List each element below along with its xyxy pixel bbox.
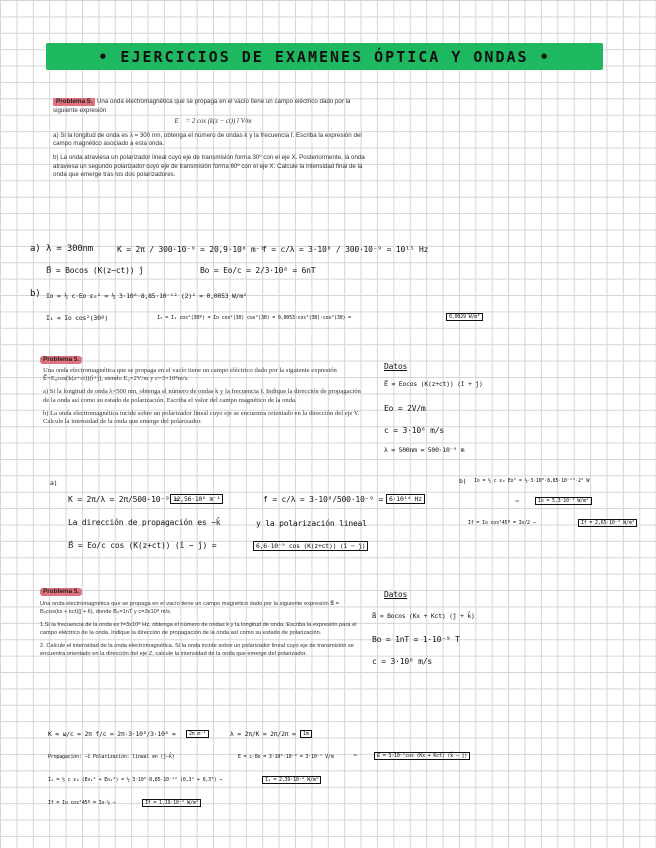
sol1-wavenumber: K = 2π / 300·10⁻⁹ = 20,9·10⁶ m⁻¹ — [117, 245, 265, 254]
sol1-result-box: 0,0029 W/m² — [446, 313, 483, 321]
problem-1-intro-text: Una onda electromagnética que se propaga en el vacío tiene un campo eléctrico dado por la siguiente expresión — [53, 98, 351, 114]
sol2-wavenumber: K = 2π/λ = 2π/500·10⁻⁹ = — [68, 495, 179, 504]
problem-3-intro: Una onda electromagnética que se propaga en el vacío tiene un campo magnético dado por la siguiente expresión B⃗ = B₀cos(kx + kct)(ĵ + k̂), donde B₀=1nT y c=3x10⁸ m/s. — [40, 601, 340, 615]
problem-3-label-wrap — [40, 580, 82, 598]
sol2-k-box: 12,56·10⁶ m⁻¹ — [170, 494, 223, 504]
problem-3-label: Problema 5. — [40, 588, 82, 596]
problem-2-intro: Una onda electromagnética que se propaga en el vacío tiene un campo eléctrico dado por la siguiente expresión E⃗=E₀cos(k(z+ct))(î+ĵ), siendo E₀=2V/m y c=3×10⁸m/s. — [43, 367, 337, 383]
sol1-intensity-initial: Io = ½ c·Eo ε₀² = ½ 3·10⁸·8,85·10⁻¹² (2)² = 0,0053 W/m² — [46, 292, 247, 300]
problem-1-part-a: a) Si la longitud de onda es λ = 300 nm, obtenga el número de ondas k y la frecuencia f. Escriba la expresión del campo magnético asociado a esta onda. — [53, 131, 362, 148]
sol2-io-calc: Io = ½ c ε₀ Eo² = ½·3·10⁸·8,85·10⁻¹²·2² W — [474, 478, 590, 484]
datos3-field: B⃗ = Bocos (Kx + Kct) (ĵ + k̂) — [372, 612, 475, 620]
sol1-frequency: f = c/λ = 3·10⁸ / 300·10⁻⁹ = 10¹⁵ Hz — [262, 245, 429, 254]
sol1-wavelength: λ = 300nm — [46, 244, 93, 254]
sol3-intensity: I₁ = ½ c ε₀ (Eo₁² + Eo₂²) = ½ 3·10⁸·8,85·10⁻¹² (0,3² + 0,3²) ⇒ — [48, 777, 223, 783]
sol3-arrow: ⇒ — [353, 751, 357, 759]
problem-1-label: Problema 5. — [53, 98, 95, 106]
page-title: • EJERCICIOS DE EXAMENES ÓPTICA Y ONDAS • — [98, 47, 551, 66]
problem-3-statement — [40, 600, 362, 658]
sol2-if-box: If = 2,65·10⁻³ W/m² — [578, 519, 637, 527]
problem-3-part-2: 2. Calcule el intensidad de la onda electromagnética. Si la onda incide sobre un polarizador lineal cuyo eje de transmisión se encuentra orientado en la dirección del eje Z, calcule la intensidad de la onda que emerge del polarizador. — [40, 643, 354, 657]
problem-2-label-wrap — [40, 348, 82, 366]
sol2-io-box: Io = 5,3·10⁻³ W/m² — [535, 497, 592, 505]
page-title-banner — [46, 43, 603, 70]
problem-2-statement — [43, 367, 363, 426]
datos2-c: c = 3·10⁸ m/s — [384, 426, 445, 435]
datos2-eo: Eo = 2V/m — [384, 404, 426, 413]
datos2-lambda: λ = 500nm = 500·10⁻⁹ m — [384, 446, 465, 454]
datos2-title: Datos — [384, 362, 408, 371]
sol2-arrow: ⇒ — [515, 497, 519, 505]
sol3-propagation: Propagación: −î Polarización: lineal en (ĵ−k̂) — [48, 754, 175, 760]
sol1-bo: Bo = Eo/c = 2/3·10⁸ = 6nT — [200, 266, 316, 275]
sol2-f-box: 6·10¹⁴ Hz — [386, 494, 425, 504]
sol3-k-box: 2π m⁻¹ — [186, 730, 209, 738]
sol1-a-label: a) — [30, 244, 41, 254]
sol2-polarization: y la polarización lineal — [256, 519, 367, 528]
sol1-b-label: b) — [30, 289, 41, 299]
problem-2-part-b: b) La onda electromagnética incide sobre un polarizador lineal cuyo eje se encuentra orientado en la dirección del eje Y. Calcule la intensidad de la onda que emerge del polarizador. — [43, 409, 360, 426]
problem-1-formula: E⃗ = 2 cos (k(z − ct)) î V/m — [174, 118, 252, 126]
sol3-wavenumber: K = ω/c = 2π f/c = 2π·3·10⁸/3·10⁸ = — [48, 730, 176, 738]
sol2-a-label: a) — [50, 479, 58, 487]
sol1-intensity-1: I₁ = Io cos²(30º) — [46, 314, 109, 322]
sol1-intensity-2: I₂ = I₁ cos²(30º) = Io cos²(30) cos²(30) = 0,0053·cos²(30)·cos²(30) = — [157, 315, 351, 321]
sol3-if-box: If = 1,19·10⁻⁴ W/m² — [142, 799, 201, 807]
sol3-lambda-box: 1m — [300, 730, 312, 738]
sol3-i-box: I₁ = 2,39·10⁻⁴ W/m² — [262, 776, 321, 784]
problem-2-label: Problema 5. — [40, 356, 82, 364]
sol2-frequency: f = c/λ = 3·10⁸/500·10⁻⁹ = — [263, 495, 384, 504]
sol3-if-calc: If = Io cos²45º = Io·½ ⇒ — [48, 800, 116, 806]
datos3-title: Datos — [384, 590, 408, 599]
sol2-if-calc: If = Io cos²45º = Io/2 ⇒ — [468, 520, 536, 526]
sol3-wavelength: λ = 2π/K = 2π/2π = — [230, 730, 296, 738]
sol1-magnetic-field: B⃗ = Bocos (K(z−ct)) ĵ — [46, 266, 144, 275]
sol3-e-box: E⃗ = 3·10⁻¹cos (Kx + Kct) (k̂ − ĵ) — [374, 752, 470, 760]
datos3-c: c = 3·10⁸ m/s — [372, 657, 433, 666]
problem-1-statement — [53, 98, 373, 180]
sol2-magnetic-field: B⃗ = Eo/c cos (K(z+ct)) (î − ĵ) = — [68, 541, 217, 550]
sol2-propagation: La dirección de propagación es −k̂ — [68, 518, 221, 527]
problem-1-intro — [53, 98, 373, 115]
sol2-b-box: 6,6·10⁻⁹ cos (K(z+ct)) (î − ĵ) — [253, 541, 368, 551]
problem-3-part-1: 1.Si la frecuencia de la onda es f=3x10⁸ Hz, obtenga el número de ondas k y la longitud de onda. Escriba la expresión para el campo eléctrico de la onda. Indique la dirección de propagación de la onda así como su estado de polarización. — [40, 622, 357, 636]
sol2-b-label: b) — [459, 477, 467, 485]
problem-1-part-b: b) La onda atraviesa un polarizador lineal cuyo eje de transmisión forma 30º con el eje X. Posteriormente, la onda atraviesa un segundo polarizador cuyo eje de transmisión forma 60º con el eje X. Calcule la intensidad final de la onda que emerge tras los dos polarizadores. — [53, 153, 365, 179]
problem-2-part-a: a) Si la longitud de onda λ=500 nm, obtenga el número de ondas k y la frecuencia f. Indique la dirección de propagación de la onda así como su estado de polarización. Escriba el valor del campo magnético de la onda. — [43, 388, 361, 404]
datos2-field: E⃗ = Eocos (K(z+ct)) (î + ĵ) — [384, 380, 483, 388]
sol3-e-calc: E = c·Bo = 3·10⁸·10⁻⁹ = 3·10⁻¹ V/m — [238, 754, 334, 760]
datos3-bo: Bo = 1nT = 1·10⁻⁹ T — [372, 635, 460, 644]
